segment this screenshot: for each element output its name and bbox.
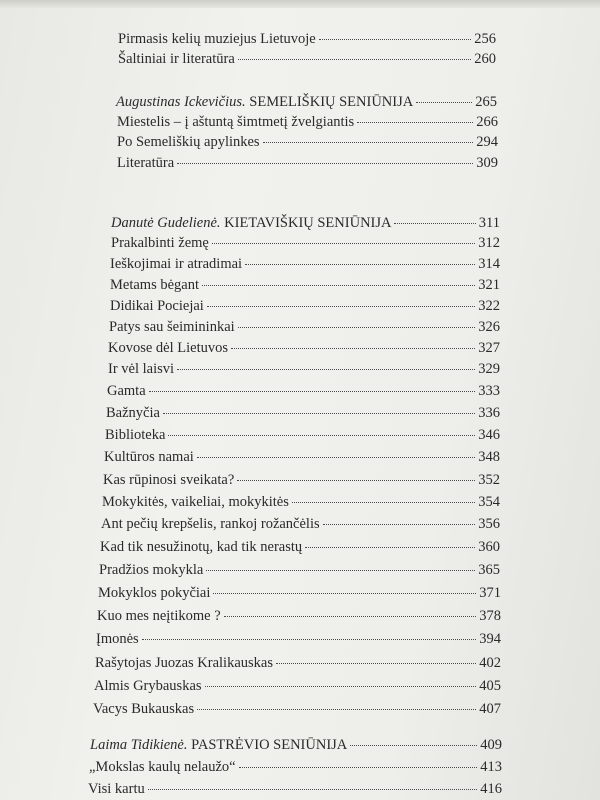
dot-leader bbox=[202, 285, 475, 286]
toc-entry-page: 416 bbox=[480, 781, 502, 797]
toc-entry-label: Miestelis – į aštuntą šimtmetį žvelgiantis bbox=[117, 114, 355, 130]
toc-entry-page: 348 bbox=[478, 449, 500, 465]
dot-leader bbox=[238, 59, 471, 60]
toc-entry-label: Pirmasis kelių muziejus Lietuvoje bbox=[118, 31, 316, 47]
toc-entry bbox=[108, 339, 500, 357]
toc-entry-page: 354 bbox=[478, 494, 500, 510]
toc-entry-label: Literatūra bbox=[117, 155, 175, 171]
toc-entry bbox=[88, 780, 502, 798]
toc-entry-page: 322 bbox=[478, 298, 500, 314]
toc-entry-page: 402 bbox=[479, 655, 501, 671]
toc-entry bbox=[103, 471, 500, 489]
dot-leader bbox=[205, 686, 477, 687]
toc-entry-page: 327 bbox=[478, 340, 500, 356]
toc-entry bbox=[105, 426, 500, 444]
toc-entry bbox=[100, 538, 500, 556]
toc-entry-label: Vacys Bukauskas bbox=[93, 701, 195, 717]
section-title: KIETAVIŠKIŲ SENIŪNIJA bbox=[224, 215, 392, 231]
section-page: 265 bbox=[475, 94, 497, 110]
toc-entry-label: Visi kartu bbox=[88, 781, 145, 797]
toc-entry bbox=[117, 154, 498, 172]
toc-section-heading bbox=[111, 214, 500, 232]
toc-entry bbox=[110, 297, 500, 315]
toc-entry bbox=[101, 515, 500, 533]
dot-leader bbox=[197, 709, 476, 710]
dot-leader bbox=[149, 391, 476, 392]
toc-entry bbox=[102, 493, 500, 511]
dot-leader bbox=[163, 413, 475, 414]
toc-entry-page: 336 bbox=[478, 405, 500, 421]
toc-entry-page: 371 bbox=[479, 585, 501, 601]
section-heading-text bbox=[90, 736, 347, 754]
toc-entry-page: 394 bbox=[479, 631, 501, 647]
toc-entry-label: Po Semeliškių apylinkes bbox=[117, 134, 260, 150]
dot-leader bbox=[319, 39, 472, 40]
dot-leader bbox=[206, 570, 475, 571]
toc-entry-page: 329 bbox=[478, 361, 500, 377]
dot-leader bbox=[276, 663, 476, 664]
toc-entry bbox=[89, 758, 502, 776]
dot-leader bbox=[305, 547, 475, 548]
toc-entry-page: 360 bbox=[478, 539, 500, 555]
dot-leader bbox=[238, 327, 476, 328]
section-page: 311 bbox=[478, 215, 500, 231]
dot-leader bbox=[142, 639, 477, 640]
toc-entry-page: 378 bbox=[479, 608, 501, 624]
toc-entry bbox=[117, 113, 498, 131]
toc-entry-label: Kovose dėl Lietuvos bbox=[108, 340, 229, 356]
toc-entry bbox=[106, 404, 500, 422]
toc-entry bbox=[97, 607, 501, 625]
toc-entry bbox=[117, 133, 498, 151]
dot-leader bbox=[177, 163, 473, 164]
toc-entry-page: 321 bbox=[478, 277, 500, 293]
toc-entry-label: Ieškojimai ir atradimai bbox=[110, 256, 243, 272]
toc-entry-label: Didikai Pociejai bbox=[110, 298, 204, 314]
toc-entry-label: Rašytojas Juozas Kralikauskas bbox=[95, 655, 273, 671]
dot-leader bbox=[231, 348, 475, 349]
dot-leader bbox=[292, 502, 475, 503]
toc-entry bbox=[111, 234, 500, 252]
toc-entry-label: Prakalbinti žemę bbox=[111, 235, 209, 251]
dot-leader bbox=[148, 789, 478, 790]
toc-entry-page: 365 bbox=[478, 562, 500, 578]
toc-entry-page: 352 bbox=[478, 472, 500, 488]
toc-entry-label: Gamta bbox=[107, 383, 146, 399]
toc-entry-label: Metams bėgant bbox=[110, 277, 199, 293]
section-heading-text bbox=[116, 93, 413, 111]
toc-entry bbox=[107, 382, 500, 400]
toc-entry-page: 312 bbox=[478, 235, 500, 251]
toc-entry-label: Kultūros namai bbox=[104, 449, 194, 465]
toc-entry-page: 333 bbox=[478, 383, 500, 399]
toc-entry-page: 294 bbox=[476, 134, 498, 150]
dot-leader bbox=[394, 223, 475, 224]
toc-entry-page: 260 bbox=[474, 51, 496, 67]
toc-entry-label: Patys sau šeimininkai bbox=[109, 319, 235, 335]
toc-entry-label: Ant pečių krepšelis, rankoj rožančėlis bbox=[101, 516, 320, 532]
dot-leader bbox=[239, 767, 478, 768]
toc-entry bbox=[109, 318, 500, 336]
section-author: Laima Tidikienė. bbox=[90, 737, 188, 753]
dot-leader bbox=[224, 616, 477, 617]
dot-leader bbox=[350, 745, 477, 746]
dot-leader bbox=[416, 102, 472, 103]
toc-section-heading bbox=[90, 736, 502, 754]
toc-entry-page: 405 bbox=[479, 678, 501, 694]
toc-entry-label: Kad tik nesužinotų, kad tik nerastų bbox=[100, 539, 303, 555]
toc-entry-label: Biblioteka bbox=[105, 427, 166, 443]
toc-entry bbox=[118, 30, 496, 48]
toc-entry-page: 356 bbox=[478, 516, 500, 532]
toc-entry-page: 266 bbox=[476, 114, 498, 130]
toc-entry-label: Ir vėl laisvi bbox=[108, 361, 175, 377]
toc-entry bbox=[99, 561, 500, 579]
toc-entry-label: Mokyklos pokyčiai bbox=[98, 585, 211, 601]
dot-leader bbox=[213, 593, 476, 594]
section-heading-text bbox=[111, 214, 391, 232]
toc-entry-page: 346 bbox=[478, 427, 500, 443]
toc-entry-label: Kas rūpinosi sveikata? bbox=[103, 472, 235, 488]
toc-entry bbox=[96, 630, 501, 648]
dot-leader bbox=[197, 457, 475, 458]
toc-entry bbox=[93, 700, 501, 718]
toc-entry-page: 256 bbox=[474, 31, 496, 47]
section-author: Danutė Gudelienė. bbox=[111, 215, 221, 231]
dot-leader bbox=[168, 435, 475, 436]
toc-entry-label: Kuo mes neįtikome ? bbox=[97, 608, 221, 624]
toc-entry-page: 413 bbox=[480, 759, 502, 775]
toc-entry bbox=[108, 360, 500, 378]
toc-entry-label: Įmonės bbox=[96, 631, 139, 647]
toc-section-heading bbox=[116, 93, 497, 111]
dot-leader bbox=[245, 264, 475, 265]
toc-entry bbox=[95, 654, 501, 672]
toc-entry bbox=[104, 448, 500, 466]
dot-leader bbox=[323, 524, 476, 525]
toc-entry bbox=[98, 584, 501, 602]
page-top-edge bbox=[0, 0, 600, 8]
dot-leader bbox=[237, 480, 475, 481]
toc-entry-page: 326 bbox=[478, 319, 500, 335]
toc-entry-label: Pradžios mokykla bbox=[99, 562, 204, 578]
toc-entry-label: Almis Grybauskas bbox=[94, 678, 202, 694]
dot-leader bbox=[357, 122, 473, 123]
dot-leader bbox=[177, 369, 475, 370]
toc-entry bbox=[118, 50, 496, 68]
dot-leader bbox=[207, 306, 475, 307]
section-title: PASTRĖVIO SENIŪNIJA bbox=[191, 737, 348, 753]
toc-entry-page: 407 bbox=[479, 701, 501, 717]
toc-entry-label: Bažnyčia bbox=[106, 405, 160, 421]
toc-entry-label: Mokykitės, vaikeliai, mokykitės bbox=[102, 494, 289, 510]
toc-entry-label: Šaltiniai ir literatūra bbox=[118, 51, 235, 67]
dot-leader bbox=[212, 243, 475, 244]
section-author: Augustinas Ickevičius. bbox=[116, 94, 246, 110]
toc-entry-page: 309 bbox=[476, 155, 498, 171]
toc-entry bbox=[94, 677, 501, 695]
toc-entry-page: 314 bbox=[478, 256, 500, 272]
toc-entry-label: „Mokslas kaulų nelaužo“ bbox=[89, 759, 236, 775]
dot-leader bbox=[263, 142, 474, 143]
toc-entry bbox=[110, 276, 500, 294]
section-page: 409 bbox=[480, 737, 502, 753]
section-title: SEMELIŠKIŲ SENIŪNIJA bbox=[249, 94, 414, 110]
toc-entry bbox=[110, 255, 500, 273]
